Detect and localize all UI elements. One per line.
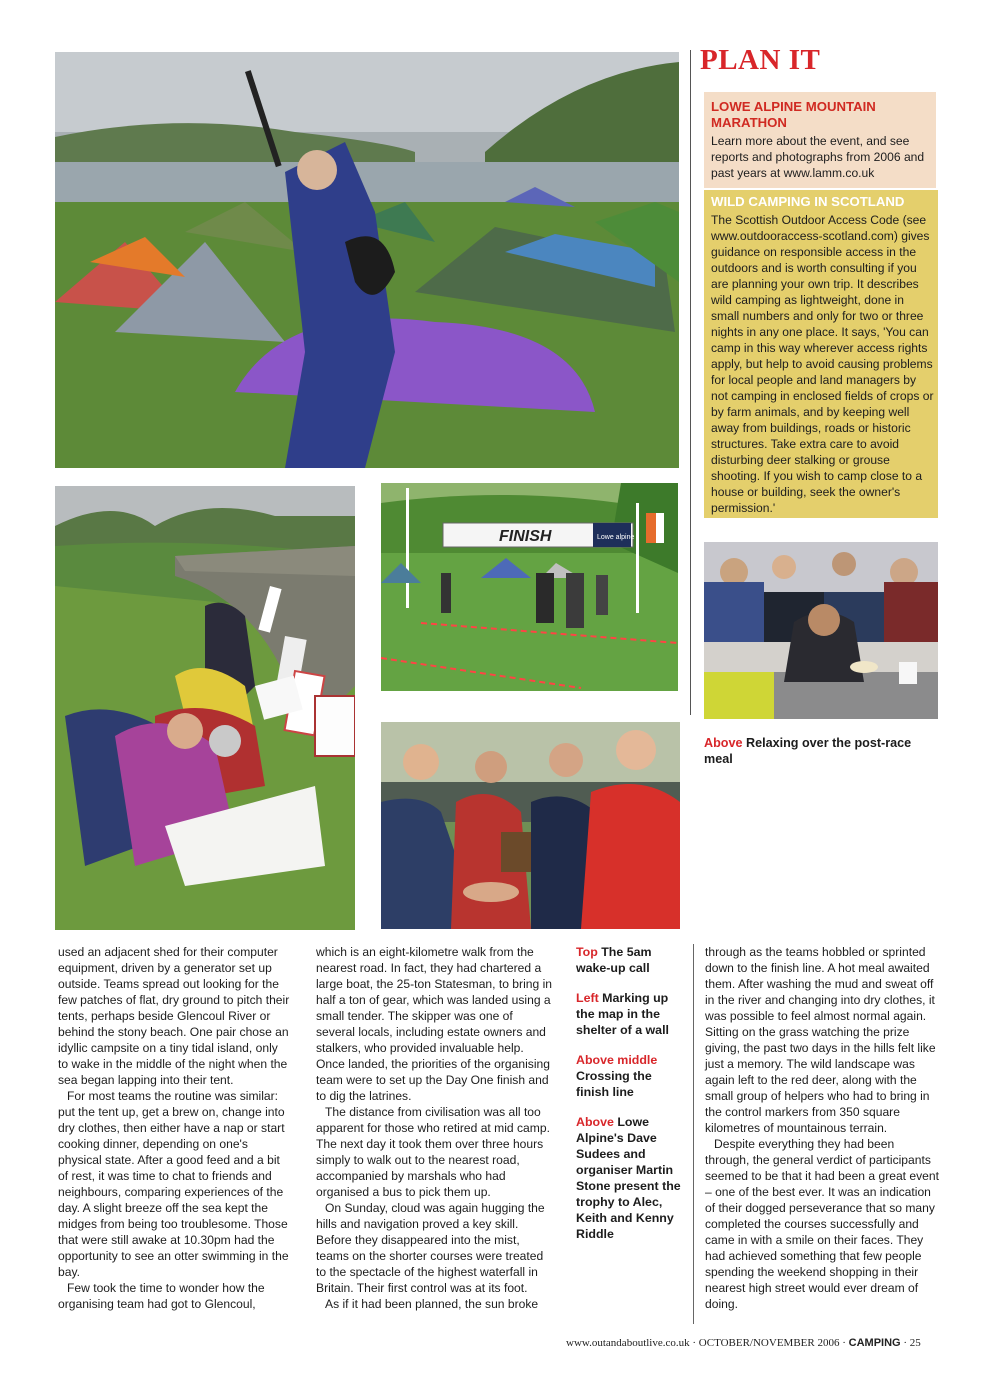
info-box-lamm-heading: LOWE ALPINE MOUNTAIN MARATHON — [711, 99, 876, 130]
info-box-lamm-body: Learn more about the event, and see reports and photographs from 2006 and past years at www.lamm.co.uk — [711, 134, 925, 180]
footer-separator: · — [689, 1337, 699, 1349]
caption-above-middle — [576, 1052, 684, 1100]
caption-top — [576, 944, 684, 976]
footer-url: www.outandaboutlive.co.uk — [566, 1337, 690, 1349]
caption-text: Relaxing over the post-race meal — [704, 736, 912, 766]
sidebar-divider — [690, 50, 691, 715]
caption-text: Lowe Alpine's Dave Sudees and organiser Martin Stone present the trophy to Alec, Keith and Kenny Riddle — [576, 1115, 681, 1241]
article-column-1 — [58, 944, 290, 1312]
caption-text: Marking up the map in the shelter of a wall — [576, 991, 669, 1037]
finish-banner-sponsor: Lowe alpine — [597, 534, 635, 541]
info-box-wild-camping-heading: WILD CAMPING IN SCOTLAND — [711, 194, 905, 209]
photo-post-race-meal — [704, 542, 938, 719]
sidebar-title: PLAN IT — [700, 44, 821, 76]
caption-text: Crossing the finish line — [576, 1069, 652, 1099]
photo-piper-campsite — [55, 52, 679, 468]
info-box-wild-camping-body: The Scottish Outdoor Access Code (see www.outdooraccess-scotland.com) gives guidance on responsible access in the outdoors and is worth consulting if you are planning your own trip. It describes wild camping as lightweight, done in small numbers and only for two or three nights in any one place. It says, 'You can camp in this way wherever access rights apply, but help to avoid causing problems for local people and land managers by not camping in enclosed fields of crops or by farm animals, and by keeping well away from buildings, roads or historic structures. Take extra care to avoid disturbing deer stalking or grouse shooting. If you wish to camp close to a house or building, seek the owner's permission.' — [711, 213, 934, 515]
caption-label: Above middle — [576, 1053, 658, 1067]
caption-post-race-meal — [704, 735, 936, 767]
paragraph: through as the teams hobbled or sprinted down to the finish line. A hot meal awaited them. After washing the mud and sweat off in the river and changing into dry clothes, it was possible to feel almost normal again. Sitting on the grass watching the prize giving, the past two days in the hills felt like just a memory. The wild landscape was again left to the red deer, along with the small group of helpers who had to bring in the control markers from 350 square kilometres of mountainous terrain. — [705, 945, 936, 1135]
info-box-lamm — [704, 92, 936, 188]
footer-issue: OCTOBER/NOVEMBER 2006 — [698, 1337, 840, 1349]
footer-separator: · — [839, 1337, 849, 1349]
page-number: 25 — [909, 1337, 921, 1349]
paragraph: used an adjacent shed for their computer equipment, driven by a generator set up outside. Teams spread out looking for the few patches of flat, dry ground to pitch their tents, perhaps beside Glencoul River or behind the stony beach. One pair chose an idyllic campsite on a tiny tidal island, only to wake in the middle of the night when the sea began lapping into their tent. — [58, 945, 290, 1087]
paragraph: Despite everything they had been through, the general verdict of participants seemed to be that it had been a great event – one of the best ever. It was an indication of their dogged perseverance that so many completed the courses successfully and came in with a smile on their faces. They had achieved something that few people spending the weekend shopping in their nearest high street would ever dream of doing. — [705, 1137, 939, 1311]
article-column-2 — [316, 944, 552, 1312]
article-column-3 — [705, 944, 941, 1312]
paragraph: As if it had been planned, the sun broke — [325, 1297, 539, 1311]
page-footer — [566, 1337, 944, 1349]
caption-text: The 5am wake-up call — [576, 945, 652, 975]
caption-label: Top — [576, 945, 598, 959]
paragraph: The distance from civilisation was all too apparent for those who retired at mid camp. The next day it took them over three hours simply to walk out to the nearest road, accompanied by marshals who had organised a bus to pick them up. — [316, 1105, 550, 1199]
paragraph: For most teams the routine was similar: put the tent up, get a brew on, change into dry clothes, then either have a nap or start cooking dinner, depending on one's physical state. After a good feed and a bit of rest, it was time to chat to friends and neighbours, comparing experiences of the day. A slight breeze off the sea kept the midges from being too troublesome. Those that were still awake at 10.30pm had the opportunity to see an otter swimming in the bay. — [58, 1089, 289, 1279]
caption-label: Left — [576, 991, 599, 1005]
caption-label: Above — [704, 736, 743, 750]
caption-above — [576, 1114, 684, 1242]
footer-separator: · — [900, 1337, 910, 1349]
photo-map-marking — [55, 486, 355, 930]
footer-magazine: CAMPING — [848, 1337, 901, 1349]
caption-left — [576, 990, 684, 1038]
photo-trophy-presentation — [381, 722, 680, 929]
column-divider — [693, 944, 694, 1324]
info-box-wild-camping — [704, 190, 938, 518]
paragraph: which is an eight-kilometre walk from the nearest road. In fact, they had chartered a large boat, the 25-ton Statesman, to bring in half a ton of gear, which was landed using a small tender. The skipper was one of several locals, including estate owners and stalkers, who provided invaluable help. Once landed, the priorities of the organising team were to set up the Day One finish and to dig the latrines. — [316, 945, 552, 1103]
photo-finish-line — [381, 483, 678, 691]
paragraph: Few took the time to wonder how the organising team had got to Glencoul, — [58, 1281, 265, 1311]
finish-banner-text: FINISH — [499, 528, 552, 545]
paragraph: On Sunday, cloud was again hugging the hills and navigation proved a key skill. Before they disappeared into the mist, teams on the shorter courses were treated to the spectacle of the highest waterfall in Britain. Their first control was at its foot. — [316, 1201, 545, 1295]
photo-captions — [576, 944, 684, 1256]
caption-label: Above — [576, 1115, 614, 1129]
